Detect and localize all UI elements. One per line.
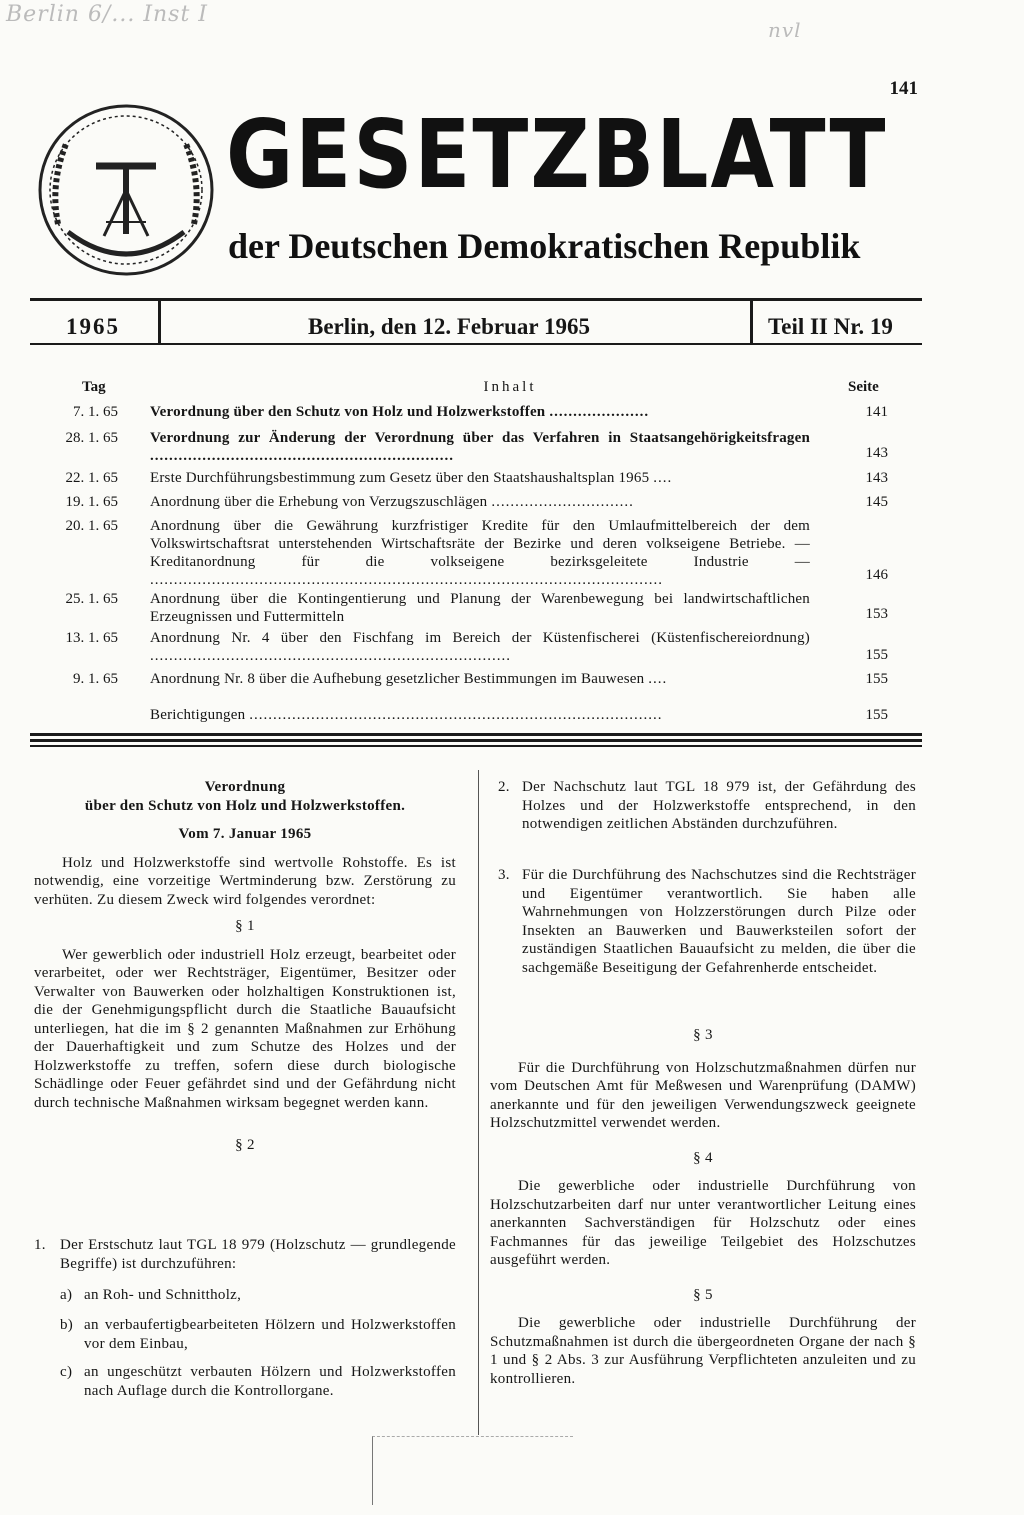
section-3-text: Für die Durchführung von Holzschutzmaßnahmen dürfen nur vom Deutschen Amt für Meßwesen und Warenprüfung (DAMW) anerkannte und für den jeweiligen Verwendungszweck geeignete Holzschutzmittel verwendet werden. (490, 1059, 916, 1131)
handwritten-note-top-right: nvl (768, 18, 802, 42)
toc-entry-page: 141 (865, 404, 888, 420)
toc-separator-rule (30, 733, 922, 736)
toc-entry-date: 20. 1. 65 (65, 518, 118, 534)
section-2-item-1b: b) an verbaufertigbearbeiteten Hölzern und Holzwerkstoffen vor dem Einbau, (60, 1317, 456, 1352)
toc-entry-page: 153 (865, 606, 888, 622)
handwritten-note-top-left: Berlin 6/... Inst I (6, 2, 208, 27)
section-2-item-2: 2. Der Nachschutz laut TGL 18 979 ist, der Gefährdung des Holzes und der Holzwerkstoffe entsprechend, in den notwendigen zeitlichen Abständen durchzuführen. (498, 779, 916, 832)
ddr-emblem-icon (36, 104, 216, 279)
header-divider-2 (750, 301, 753, 343)
toc-entry-page: 146 (865, 567, 888, 583)
toc-entry-title: Anordnung Nr. 8 über die Aufhebung gesetzlicher Bestimmungen im Bauwesen .... (150, 671, 668, 687)
header-bottom-rule (30, 343, 922, 345)
column-divider (478, 770, 479, 1435)
issue-year: 1965 (66, 314, 120, 339)
toc-entry-title: Verordnung über den Schutz von Holz und Holzwerkstoffen ..................... (150, 404, 650, 420)
section-2-item-1a: a) an Roh- und Schnittholz, (60, 1287, 242, 1303)
article-date: Vom 7. Januar 1965 (178, 826, 312, 842)
section-1-text: Wer gewerblich oder industriell Holz erzeugt, bearbeitet oder verarbeitet, oder wer Rechtsträger, Eigentümer, Besitzer oder Verwalter von Bauwerken oder holzhaltigen Konstruktionen ist, die der Genehmigungspflicht durch die Staatliche Bauaufsicht unterliegen, hat die im § 2 genannten Maßnahmen zur Erhöhung der Dauerhaftigkeit und zum Schutze des Holzes und der Holzwerkstoffe zu treffen, sofern diese durch biologische Schädlinge oder Feuer gefährdet sind und der Gefährdung nicht durch technische Maßnahmen wirksam begegnet werden kann. (34, 946, 456, 1111)
section-2-item-1: 1. Der Erstschutz laut TGL 18 979 (Holzschutz — grundlegende Begriffe) ist durchzuführen: (34, 1237, 456, 1272)
toc-separator-rule (30, 745, 922, 747)
toc-entry-title: Anordnung über die Kontingentierung und Planung der Warenbewegung bei landwirtschaftlichen Erzeugnissen und Futtermitteln (150, 591, 810, 625)
issue-part: Teil II Nr. 19 (768, 314, 893, 339)
section-4-text: Die gewerbliche oder industrielle Durchführung von Holzschutzarbeiten darf nur unter verantwortlicher Leitung eines anerkannten Sachverständigen für Holzschutz oder eines Fachmannes für das jeweilige Teilgebiet des Holzschutzes ausgeführt werden. (490, 1178, 916, 1268)
toc-entry-title: Erste Durchführungsbestimmung zum Gesetz über den Staatshaushaltsplan 1965 .... (150, 470, 673, 486)
section-5-text: Die gewerbliche oder industrielle Durchführung der Schutzmaßnahmen ist durch die übergeordneten Organe der nach § 1 und § 2 Abs. 3 zur Ausführung Verpflichteten anzuleiten und zu kontrollieren. (490, 1315, 916, 1387)
article-right-column (490, 1026, 916, 1388)
masthead-title: GESETZBLATT (226, 100, 888, 210)
toc-entry-page: 155 (865, 671, 888, 687)
toc-header-contents: Inhalt (483, 379, 537, 395)
toc-separator-rule (30, 739, 922, 742)
section-2-label: § 2 (235, 1137, 255, 1153)
article-preamble: Holz und Holzwerkstoffe sind wertvolle Rohstoffe. Es ist notwendig, eine vorzeitige Wertminderung bzw. Zerstörung zu verhüten. Zu diesem Zweck wird folgendes verordnet: (34, 854, 456, 908)
section-3-label: § 3 (693, 1027, 713, 1043)
section-2-item-1c: c) an ungeschützt verbauten Hölzern und Holzwerkstoffen nach Auflage durch die Kontrollorgane. (60, 1364, 456, 1399)
section-4-label: § 4 (693, 1149, 713, 1166)
toc-entry-title: Berichtigungen ....................................................................................... (150, 707, 663, 723)
article-heading-line-2: über den Schutz von Holz und Holzwerkstoffen. (84, 797, 406, 814)
header-top-rule (30, 298, 922, 301)
article-left-column (34, 778, 456, 1155)
toc-entry-date: 28. 1. 65 (65, 430, 118, 446)
toc-entry-date: 22. 1. 65 (65, 470, 118, 486)
issue-place-date: Berlin, den 12. Februar 1965 (308, 314, 590, 339)
section-5-label: § 5 (693, 1286, 713, 1303)
toc-entry-date: 19. 1. 65 (65, 494, 118, 510)
toc-entry-date: 7. 1. 65 (73, 404, 118, 420)
header-divider-1 (158, 301, 161, 343)
toc-header-date: Tag (82, 379, 106, 395)
toc-header-page: Seite (848, 379, 879, 395)
toc-entry-page: 143 (865, 470, 888, 486)
toc-entry-page: 155 (865, 647, 888, 663)
toc-entry-date: 13. 1. 65 (65, 630, 118, 646)
toc-entry-title: Anordnung über die Erhebung von Verzugszuschlägen .............................. (150, 494, 634, 510)
article-heading-line-1: Verordnung (204, 779, 286, 795)
toc-entry-page: 155 (865, 707, 888, 723)
toc-entry-title: Verordnung zur Änderung der Verordnung über das Verfahren in Staatsangehörigkeitsfragen ................................................................ (150, 430, 810, 464)
toc-entry-page: 143 (865, 445, 888, 461)
toc-entry-title: Anordnung über die Gewährung kurzfristiger Kredite für den Umlaufmittelbereich der dem Volkswirtschaftsrat unterstehenden Wirtschaftsräte der Bezirke und deren volkseigene Betriebe. — Kreditanordnung für die volkseigene bezirksgeleitete Industrie — ............................................................................................................ (150, 518, 810, 588)
masthead-subtitle: der Deutschen Demokratischen Republik (228, 226, 861, 266)
toc-entry-page: 145 (865, 494, 888, 510)
section-1-label: § 1 (235, 918, 255, 934)
toc-entry-date: 9. 1. 65 (73, 671, 118, 687)
toc-entry-date: 25. 1. 65 (65, 591, 118, 607)
toc-entry-title: Anordnung Nr. 4 über den Fischfang im Bereich der Küstenfischerei (Küstenfischereiordnung) ............................................................................ (150, 630, 810, 664)
page-number: 141 (889, 78, 918, 99)
faint-stamp-box (372, 1436, 573, 1505)
section-2-item-3: 3. Für die Durchführung des Nachschutzes sind die Rechtsträger und Eigentümer verantwortlich. Sie haben alle Wahrnehmungen von Holzzerstörungen durch Pilze oder Insekten an Bauwerken und Bauwerksteilen sofort der zuständigen Staatlichen Bauaufsicht zu melden, die über die sachgemäße Beseitigung der Gefahrenherde entscheidet. (498, 867, 916, 976)
